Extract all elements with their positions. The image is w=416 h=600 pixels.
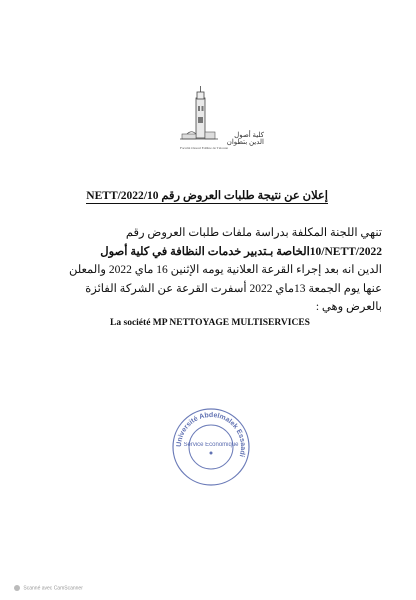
official-stamp	[170, 406, 252, 488]
reference-number: 10/NETT/2022	[309, 245, 382, 258]
faculty-french-name: Faculté Ossoul Eddine de Tétouan	[180, 146, 229, 150]
body-line: تنهي اللجنة المكلفة بدراسة ملفات طلبات العروض رقم	[125, 227, 382, 239]
camscanner-icon	[14, 585, 20, 591]
announcement-body	[38, 224, 382, 317]
faculty-arabic-name: كلية أصول الدين بتطوان	[226, 131, 264, 146]
body-line: الدين انه بعد إجراء القرعة العلانية يومه الإثنين 16 ماي 2022 والمعلن	[68, 264, 382, 276]
winning-company: La société MP NETTOYAGE MULTISERVICES	[110, 318, 310, 328]
body-line-text: الخاصة بـتدبير خدمات النظافة في كلية أصول	[100, 245, 310, 258]
faculty-logo	[150, 84, 264, 176]
scanner-label: Scanné avec CamScanner	[23, 585, 83, 592]
stamp-ring-text: Université Abdelmalek Essaadi	[175, 411, 247, 458]
minaret-icon	[180, 84, 220, 144]
scanner-watermark	[14, 585, 83, 591]
body-line: عنها يوم الجمعة 13ماي 2022 أسفرت القرعة عن الشركة الفائزة	[85, 282, 382, 295]
stamp-center-text: Service Economique	[183, 442, 239, 448]
announcement-title-text: إعلان عن نتيجة طلبات العروض رقم 10/NETT/2022	[86, 190, 328, 202]
body-line	[38, 243, 382, 262]
svg-text:Université Abdelmalek Essaadi	[176, 412, 246, 458]
announcement-title	[88, 189, 328, 203]
body-line: بالعرض وهي :	[315, 301, 382, 313]
